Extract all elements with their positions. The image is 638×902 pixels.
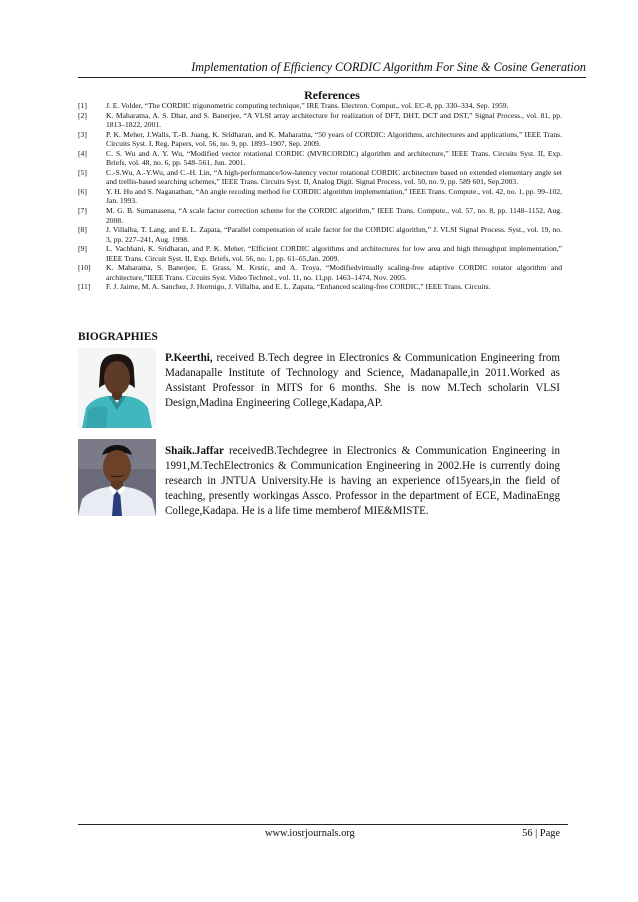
reference-number: [5] [78, 167, 87, 177]
references-title: References [304, 88, 360, 102]
reference-item [78, 130, 562, 149]
reference-item [78, 282, 562, 292]
reference-text: C. S. Wu and A. Y. Wu, “Modified vector rotational CORDIC (MVRCORDIC) algorithm and architecture,” IEEE Trans. Circuits Syst. II, Exp. Briefs, vol. 48, no. 6, pp. 548–561, Jun. 2001. [106, 148, 562, 168]
reference-number: [7] [78, 206, 87, 216]
author-photo-jaffar [78, 439, 156, 516]
reference-text: F. J. Jaime, M. A. Sanchez, J. Hormigo, J. Villalba, and E. L. Zapata, “Enhanced scaling-free CORDIC,” IEEE Trans. Circuits. [106, 282, 491, 292]
reference-text: L. Vachhani, K. Sridharan, and P. K. Meher, “Efficient CORDIC algorithms and architectures for low area and high throughput implementation,” IEEE Trans. Circuit Syst. II, Exp. Briefs, vol. 56, no. 1, pp. 61–65,Jan. 2009. [106, 244, 562, 263]
reference-number: [2] [78, 110, 87, 120]
references-list [78, 101, 562, 292]
bio-name: P.Keerthi, [165, 352, 213, 364]
footer-website: www.iosrjournals.org [265, 828, 355, 839]
bio-body: receivedB.Techdegree in Electronics & Communication Engineering in 1991,M.TechElectronics & Communication Engineering in 2002.He is currently doing research in JNTUA University.He is having an experience of15years,in the field of teaching, presently workingas Assco. Professor in the department of ECE, MadinaEngg College,Kadapa. He is a life time memberof MIE&MISTE. [165, 445, 560, 517]
bio-name: Shaik.Jaffar [165, 445, 224, 457]
author-photo-keerthi [78, 348, 156, 428]
running-header: Implementation of Efficiency CORDIC Algorithm For Sine & Cosine Generation [191, 60, 586, 74]
biographies-heading: BIOGRAPHIES [78, 331, 158, 343]
reference-text: K. Maharatna, A. S. Dhar, and S. Banerjee, “A VLSI array architecture for realization of DFT, DHT, DCT and DST,” Signal Process., vol. 81, pp. 1813–1822, 2001. [106, 110, 562, 130]
reference-text: J. Villalba, T. Lang, and E. L. Zapata, “Parallel compensation of scale factor for the CORDIC algorithm,” J. VLSI Signal Process. Syst., vol. 19, no. 3, pp. 227–241, Aug. 1998. [106, 225, 562, 244]
reference-item [78, 111, 562, 130]
reference-item [78, 244, 562, 263]
reference-item [78, 101, 562, 111]
reference-number: [1] [78, 101, 87, 110]
reference-text: M. G. B. Sumanasena, “A scale factor correction scheme for the CORDIC algorithm,” IEEE Trans. Compute., vol. 57, no. 8, pp. 1148–1152, Aug. 2008. [106, 206, 562, 225]
reference-text: J. E. Volder, “The CORDIC trigonometric computing technique,” IRE Trans. Electron. Comput., vol. EC-8, pp. 330–334, Sep. 1959. [106, 101, 509, 110]
reference-number: [4] [78, 148, 87, 158]
reference-item [78, 225, 562, 244]
reference-item [78, 168, 562, 187]
reference-number: [11] [78, 282, 91, 292]
footer-rule [78, 824, 568, 825]
reference-number: [9] [78, 244, 87, 254]
reference-number: [6] [78, 186, 87, 196]
reference-text: Y. H. Hu and S. Naganathan, “An angle recoding method for CORDIC algorithm implementation,” IEEE Trans. Compute., vol. 42, no. 1, pp. 99–102, Jan. 1993. [106, 186, 562, 206]
reference-item [78, 149, 562, 168]
footer-page-number: 56 | Page [522, 828, 560, 839]
reference-number: [8] [78, 225, 87, 235]
reference-item [78, 187, 562, 206]
reference-text: P. K. Meher, J.Walls, T.-B. Juang, K. Sridharan, and K. Maharatna, “50 years of CORDIC: Algorithms, architectures and applications,” IEEE Trans. Circuits Syst. I, Reg. Papers, vol. 56, no. 9, pp. 1893–1907, Sep. 2009. [106, 129, 562, 149]
reference-item [78, 263, 562, 282]
bio-body: received B.Tech degree in Electronics & Communication Engineering from Madanapalle Institute of Technology and Science, Madanapalle,in 2011.Worked as Assistant Professor in MITS for 6 months. She is now M.Tech scholarin VLSI Design,Madina Engineering College,Kadapa,AP. [165, 352, 560, 409]
reference-number: [3] [78, 129, 87, 139]
reference-item [78, 206, 562, 225]
reference-text: K. Maharatna, S. Banerjee, E. Grass, M. Krstic, and A. Troya, “Modifiedvirtually scaling-free adaptive CORDIC rotator algorithm and architecture,”IEEE Trans. Circuits Syst. Video Technol., vol. 11, no. 11,pp. 1463–1474, Nov. 2005. [106, 263, 562, 282]
reference-text: C.-S.Wu, A.-Y.Wu, and C.-H. Lin, “A high-performance/low-latency vector rotational CORDIC architecture based on extended elementary angle set and trellis-based searching schemes,” IEEE Trans. Circuits Syst. II, Analog Digit. Signal Process, vol. 50, no. 9, pp. 589 601, Sep.2003. [106, 167, 562, 187]
reference-number: [10] [78, 263, 91, 273]
biography-jaffar [165, 444, 560, 519]
biography-keerthi [165, 351, 560, 411]
header-rule [78, 77, 586, 78]
